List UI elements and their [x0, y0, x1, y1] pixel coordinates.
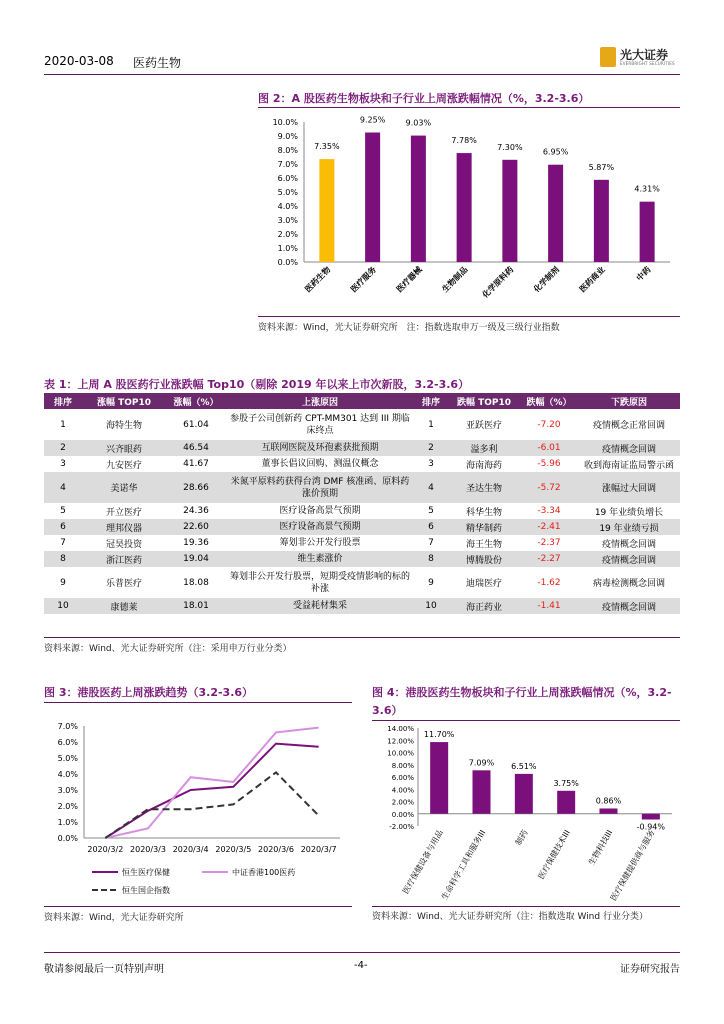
header-gain-pct: 涨幅（%）	[166, 393, 226, 409]
x-tick-label: 生物科技III	[586, 828, 615, 867]
rank-down: 5	[428, 506, 434, 516]
figure4-top-rule	[372, 720, 680, 721]
y-tick-label: 14.00%	[387, 725, 414, 733]
loss-reason: 收到海南证监局警示函	[583, 460, 674, 471]
series-line-恒生国企指数	[105, 772, 318, 838]
rank-down: 1	[428, 419, 434, 430]
x-tick-label: 2020/3/7	[300, 845, 337, 854]
figure3-top-rule	[44, 702, 352, 703]
y-tick-label: 7.0%	[277, 160, 298, 169]
gain-pct: 41.67	[183, 459, 209, 469]
loss-reason: 19 年业绩亏损	[578, 519, 680, 535]
rank-up: 10	[44, 598, 82, 614]
data-label: 4.31%	[634, 184, 660, 194]
figure3-chart	[44, 716, 352, 904]
loss-reason: 疫情概念回调	[578, 598, 680, 614]
figure4-chart	[372, 722, 680, 904]
logo-mark-icon	[600, 47, 616, 67]
y-tick-label: 5.0%	[57, 754, 78, 763]
y-tick-label: 2.0%	[57, 802, 78, 811]
figure2-top-rule	[258, 107, 680, 108]
table1-wrapper	[44, 393, 680, 614]
y-tick-label: 2.0%	[277, 230, 298, 239]
header-loss-pct: 跌幅（%）	[520, 393, 578, 409]
loss-pct: -6.01	[520, 440, 578, 456]
rank-down: 3	[428, 459, 434, 469]
gainer-name: 兴齐眼药	[82, 440, 166, 456]
figure4-title: 图 4：港股医药生物板块和子行业上周涨跌幅情况（%，3.2-3.6）	[372, 686, 672, 717]
loser-name: 溢多利	[448, 440, 520, 456]
y-tick-label: 1.0%	[57, 818, 78, 827]
data-label: 7.78%	[451, 136, 477, 146]
y-tick-label: 12.00%	[387, 737, 414, 746]
gain-reason: 筹划非公开发行股票	[279, 538, 361, 548]
loss-pct: -5.72	[520, 472, 578, 503]
y-tick-label: 4.00%	[391, 786, 414, 795]
series-line-恒生医疗保健	[105, 744, 318, 838]
rank-up: 7	[60, 538, 66, 548]
loss-reason: 疫情概念正常回调	[592, 421, 665, 431]
legend-label: 恒生医疗保健	[122, 868, 170, 877]
gainer-name: 理邦仪器	[82, 519, 166, 535]
x-tick-label: 2020/3/6	[258, 845, 294, 854]
gainer-name: 冠昊投资	[105, 539, 142, 550]
data-label: 6.51%	[511, 761, 537, 771]
legend-label: 恒生国企指数	[122, 886, 170, 895]
y-tick-label: 6.0%	[277, 174, 298, 183]
header-divider	[44, 74, 680, 75]
legend-label: 中证香港100医药	[232, 868, 296, 877]
figure2-chart	[258, 110, 680, 316]
loss-pct: -2.41	[520, 519, 578, 535]
figure2-title: 图 2：A 股医药生物板块和子行业上周涨跌幅情况（%，3.2-3.6）	[258, 92, 590, 105]
y-tick-label: 4.0%	[57, 770, 78, 779]
figure3-title: 图 3：港股医药上周涨跌趋势（3.2-3.6）	[44, 686, 254, 699]
rank-down: 4	[414, 472, 448, 503]
x-tick-label: 医疗保健设备与用品	[401, 828, 445, 896]
loss-pct: -2.27	[520, 551, 578, 567]
gain-pct: 61.04	[183, 419, 209, 430]
x-tick-label: 生物制品	[440, 265, 470, 295]
bar-医疗服务	[365, 133, 380, 263]
loser-name: 迪瑞医疗	[465, 579, 502, 589]
gain-reason: 受益耗材集采	[226, 598, 414, 614]
bar-医疗保健提供商与服务	[642, 814, 660, 820]
y-tick-label: 10.0%	[272, 118, 298, 127]
y-tick-label: 8.0%	[277, 146, 298, 155]
x-tick-label: 2020/3/2	[87, 845, 124, 854]
rank-up: 8	[44, 551, 82, 567]
data-label: 5.87%	[588, 162, 615, 172]
table-row	[44, 456, 680, 472]
x-tick-label: 医疗保健技术III	[536, 828, 572, 881]
y-tick-label: 6.00%	[391, 774, 414, 782]
loss-reason: 19 年业绩负增长	[594, 507, 664, 518]
data-label: -0.94%	[636, 822, 665, 832]
bar-化学制剂	[548, 165, 563, 262]
gain-reason: 维生素涨价	[226, 551, 414, 567]
loss-reason: 涨幅过大回调	[578, 472, 680, 503]
loss-reason: 疫情概念回调	[578, 440, 680, 456]
rank-down: 8	[414, 551, 448, 567]
loss-pct: -3.34	[537, 506, 561, 516]
x-tick-label: 化学原料药	[480, 265, 516, 300]
header-loss-reason: 下跌原因	[578, 393, 680, 409]
x-tick-label: 医疗器械	[394, 265, 424, 295]
y-tick-label: 5.0%	[277, 188, 298, 197]
rank-up: 9	[60, 577, 66, 588]
figure2-bottom-rule	[258, 316, 680, 317]
bar-化学原料药	[502, 160, 517, 262]
gainer-name: 九安医疗	[105, 460, 142, 471]
header-rank-down: 排序	[414, 393, 448, 409]
rank-down: 7	[428, 538, 434, 548]
y-tick-label: 4.0%	[277, 202, 298, 211]
loser-name: 海南海药	[465, 460, 502, 471]
x-tick-label: 生命科学工具和服务III	[439, 828, 488, 902]
table-row	[44, 567, 680, 598]
gainer-name: 海特生物	[105, 421, 142, 431]
gainer-name: 乐普医疗	[105, 579, 142, 589]
table-header-row	[44, 393, 680, 409]
y-tick-label: 3.0%	[57, 786, 78, 795]
rank-down: 2	[414, 440, 448, 456]
bar-医药生物	[319, 159, 334, 262]
gain-reason: 米氮平原料药获得台湾 DMF 核准函、原料药涨价预期	[226, 472, 414, 503]
loser-name: 海正药业	[448, 598, 520, 614]
stock-movers-table	[44, 393, 680, 614]
x-tick-label: 中药	[634, 265, 653, 283]
gainer-name: 康德莱	[82, 598, 166, 614]
figure4-bottom-rule	[372, 906, 680, 907]
bar-中药	[640, 202, 655, 262]
x-tick-label: 化学制剂	[532, 265, 562, 295]
header-losers: 跌幅 TOP10	[448, 393, 520, 409]
table1-bottom-rule	[44, 637, 680, 638]
header-rank-up: 排序	[44, 393, 82, 409]
y-tick-label: 3.0%	[277, 216, 298, 225]
y-tick-label: -2.00%	[389, 823, 414, 831]
table-row	[44, 440, 680, 456]
rank-up: 3	[60, 459, 66, 469]
x-tick-label: 制药	[513, 828, 530, 847]
header-gain-reason: 上涨原因	[226, 393, 414, 409]
y-tick-label: 8.00%	[391, 761, 414, 770]
report-section: 医药生物	[133, 56, 182, 70]
data-label: 9.25%	[359, 115, 386, 125]
x-tick-label: 2020/3/4	[172, 845, 209, 854]
y-tick-label: 1.0%	[277, 244, 298, 253]
x-tick-label: 2020/3/3	[130, 845, 166, 854]
data-label: 3.75%	[553, 778, 579, 788]
y-tick-label: 10.00%	[387, 749, 414, 758]
gain-pct: 24.36	[183, 506, 209, 516]
gain-pct: 46.54	[166, 440, 226, 456]
table-row	[44, 519, 680, 535]
loser-name: 亚跃医疗	[465, 421, 502, 431]
x-tick-label: 医药生物	[303, 265, 333, 295]
company-logo	[600, 45, 680, 71]
gain-pct: 19.04	[166, 551, 226, 567]
rank-up: 6	[44, 519, 82, 535]
y-tick-label: 6.0%	[57, 738, 78, 747]
gainer-name: 开立医疗	[105, 507, 142, 518]
bar-生物科技III	[600, 808, 618, 813]
data-label: 0.86%	[595, 796, 622, 806]
gain-pct: 18.08	[183, 577, 209, 588]
data-label: 7.30%	[497, 142, 523, 152]
loss-pct: -5.96	[537, 459, 561, 469]
footer-report-type: 证券研究报告	[620, 964, 680, 975]
table-row	[44, 472, 680, 503]
bar-医疗保健设备与用品	[430, 742, 448, 814]
data-label: 9.03%	[405, 118, 432, 128]
bar-生命科学工具和服务III	[473, 770, 491, 813]
y-tick-label: 7.0%	[57, 722, 78, 731]
footer-divider	[44, 952, 680, 953]
x-tick-label: 医疗服务	[349, 265, 379, 295]
loss-pct: -1.41	[520, 598, 578, 614]
loss-reason: 病毒检测概念回调	[592, 579, 665, 589]
rank-down: 9	[428, 577, 434, 588]
gain-pct: 28.66	[166, 472, 226, 503]
data-label: 6.95%	[542, 147, 569, 157]
figure3-source: 资料来源：Wind，光大证券研究所	[44, 913, 184, 923]
bar-医药商业	[594, 180, 609, 262]
table1-title: 表 1：上周 A 股医药行业涨跌幅 Top10（剔除 2019 年以来上市次新股，3.2-3.6）	[44, 378, 470, 391]
x-tick-label: 医药商业	[577, 265, 607, 295]
y-tick-label: 9.0%	[277, 132, 298, 141]
logo-subtext: EVERBRIGHT SECURITIES	[620, 61, 675, 66]
loser-name: 海王生物	[465, 539, 502, 550]
gain-reason: 董事长倡议回购、测温仪概念	[261, 459, 379, 469]
table1-source: 资料来源：Wind、光大证券研究所（注：采用申万行业分类）	[44, 644, 292, 654]
gain-reason: 筹划非公开发行股票，短期受疫情影响的标的补涨	[229, 571, 410, 594]
gain-reason: 参股子公司创新药 CPT-MM301 达到 III 期临床终点	[230, 413, 410, 436]
gain-pct: 19.36	[183, 538, 209, 548]
logo-text: 光大证券	[620, 48, 669, 62]
x-tick-label: 医疗保健提供商与服务	[608, 828, 657, 903]
loss-pct: -2.37	[537, 538, 561, 548]
gain-reason: 互联网医院及环孢素获批预期	[226, 440, 414, 456]
rank-down: 6	[414, 519, 448, 535]
header-gainers: 涨幅 TOP10	[82, 393, 166, 409]
y-tick-label: 2.00%	[391, 798, 414, 807]
loss-reason: 疫情概念回调	[578, 551, 680, 567]
gainer-name: 美诺华	[82, 472, 166, 503]
footer-disclaimer: 敬请参阅最后一页特别声明	[44, 964, 164, 975]
bar-生物制品	[457, 153, 472, 262]
data-label: 7.35%	[314, 142, 340, 152]
y-tick-label: 0.00%	[391, 810, 414, 819]
table-row	[44, 598, 680, 614]
y-tick-label: 0.0%	[57, 834, 78, 843]
figure2-source: 资料来源：Wind，光大证券研究所 注：指数选取申万一级及三级行业指数	[258, 323, 560, 333]
table-row	[44, 503, 680, 519]
gain-reason: 医疗设备高景气预期	[226, 519, 414, 535]
rank-up: 4	[44, 472, 82, 503]
loss-pct: -7.20	[537, 419, 561, 430]
report-date: 2020-03-08	[44, 54, 114, 68]
x-tick-label: 2020/3/5	[215, 845, 252, 854]
figure4-source: 资料来源：Wind、光大证券研究所（注：指数选取 Wind 行业分类）	[372, 912, 648, 922]
page-number: -4-	[354, 960, 368, 971]
figure3-bottom-rule	[44, 906, 352, 907]
gain-reason: 医疗设备高景气预期	[279, 506, 361, 516]
table-row	[44, 535, 680, 551]
rank-up: 2	[44, 440, 82, 456]
y-tick-label: 0.0%	[277, 258, 298, 267]
loser-name: 精华制药	[448, 519, 520, 535]
bar-制药	[515, 774, 533, 814]
bar-医疗保健技术III	[557, 791, 575, 814]
loser-name: 圣达生物	[448, 472, 520, 503]
rank-up: 1	[60, 419, 66, 430]
table-row	[44, 409, 680, 440]
loser-name: 科华生物	[465, 507, 502, 518]
data-label: 11.70%	[423, 730, 455, 740]
data-label: 7.09%	[468, 758, 495, 768]
gain-pct: 18.01	[166, 598, 226, 614]
gain-pct: 22.60	[166, 519, 226, 535]
rank-down: 10	[414, 598, 448, 614]
table-row	[44, 551, 680, 567]
loser-name: 博腾股份	[448, 551, 520, 567]
bar-医疗器械	[411, 136, 426, 262]
rank-up: 5	[60, 506, 66, 516]
loss-pct: -1.62	[537, 577, 561, 588]
gainer-name: 浙江医药	[82, 551, 166, 567]
loss-reason: 疫情概念回调	[601, 539, 656, 550]
